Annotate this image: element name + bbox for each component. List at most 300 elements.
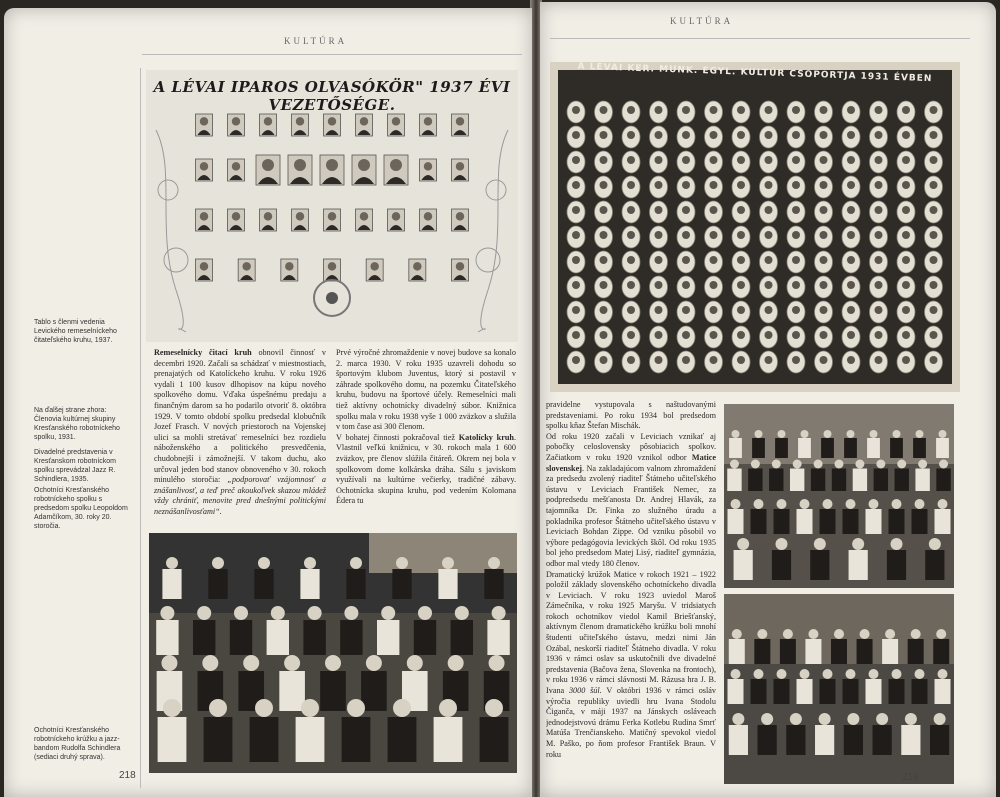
person-head [243,655,259,671]
person-head [892,499,902,509]
portrait-face [285,262,294,271]
person-head [876,713,888,725]
person-body [388,717,417,762]
oval-face [820,306,828,314]
person-body [849,550,868,580]
person-body [300,569,319,599]
portrait-face [200,262,209,271]
portrait-face [392,117,401,126]
person-body [936,438,949,458]
oval-face [655,256,663,264]
person-head [202,655,218,671]
oval-face [792,256,800,264]
person-head [835,460,844,469]
group-photo-adamcik [724,594,954,784]
oval-face [875,356,883,364]
person-head [212,557,224,569]
person-head [847,430,855,438]
oval-face [875,281,883,289]
lead-katolicky: Katolícky kruh [458,432,514,442]
caption-tablo: Tablo s členmi vedenia Levického remeselníckeho čitateľského kruhu, 1937. [34,319,117,344]
person-body [250,717,279,762]
oval-face [627,356,635,364]
oval-face [627,181,635,189]
oval-face [820,106,828,114]
person-head [730,460,739,469]
person-head [823,669,833,679]
person-head [308,606,322,620]
oval-face [627,231,635,239]
person-head [485,699,503,717]
person-head [916,430,924,438]
person-head [732,713,744,725]
person-body [866,679,882,704]
portrait-face [326,159,338,171]
oval-face [627,306,635,314]
portrait-face [358,159,370,171]
person-head [860,629,870,639]
oval-face [655,156,663,164]
person-body [296,717,325,762]
oval-face [847,131,855,139]
person-head [776,538,788,550]
oval-face [875,256,883,264]
person-head [847,713,859,725]
person-head [869,499,879,509]
text-column-3 [546,400,716,795]
oval-face [875,206,883,214]
section-header-left: KULTÚRA [284,36,348,46]
person-head [234,606,248,620]
person-body [434,717,463,762]
oval-face [820,256,828,264]
oval-face [765,206,773,214]
person-body [811,469,825,492]
person-body [935,509,951,534]
oval-face [710,306,718,314]
oval-face [875,131,883,139]
oval-face [737,306,745,314]
person-body [487,620,509,655]
text-column-2 [336,348,516,528]
person-body [843,679,859,704]
left-page [4,8,532,797]
oval-face [737,156,745,164]
oval-face [847,256,855,264]
oval-face [682,106,690,114]
oval-face [930,331,938,339]
person-head [396,557,408,569]
person-head [808,629,818,639]
oval-face [737,181,745,189]
person-head [304,557,316,569]
person-head [846,669,856,679]
oval-face [930,281,938,289]
oval-face [572,256,580,264]
person-body [930,725,949,755]
oval-face [930,306,938,314]
person-head [161,655,177,671]
person-head [489,655,505,671]
group-1931-figures [724,404,954,588]
person-body [925,550,944,580]
person-body [451,620,473,655]
caption-band: Ochotníci Kresťanského robotníckeho krúžku a jazz-bandom Rudolfa Schindlera (sediaci druhý sprava). [34,727,121,761]
person-body [866,509,882,534]
person-head [761,713,773,725]
header-rule-left [142,54,522,55]
portrait-face [456,117,465,126]
person-body [889,509,905,534]
person-head [800,669,810,679]
oval-face [627,281,635,289]
person-body [377,620,399,655]
oval-face [792,131,800,139]
person-body [780,639,796,664]
person-head [783,629,793,639]
portrait-face [296,212,305,221]
portrait-face [264,117,273,126]
oval-face [737,331,745,339]
portrait-face [456,212,465,221]
person-head [905,713,917,725]
person-head [915,499,925,509]
person-head [777,669,787,679]
person-body [230,620,252,655]
person-head [801,430,809,438]
person-head [915,669,925,679]
oval-face [930,106,938,114]
portrait-face [200,212,209,221]
oval-face [847,331,855,339]
margin-rule-left [140,68,141,788]
oval-face [792,206,800,214]
person-body [815,725,834,755]
oval-face [875,181,883,189]
oval-face [655,331,663,339]
person-head [407,655,423,671]
oval-face [820,181,828,189]
oval-face [820,331,828,339]
person-body [805,639,821,664]
col2-text2-pre: V bohatej činnosti pokračoval tiež [336,432,459,442]
person-body [267,620,289,655]
oval-face [600,356,608,364]
person-head [778,430,786,438]
person-head [418,606,432,620]
oval-face [655,231,663,239]
oval-face [847,156,855,164]
person-body [912,679,928,704]
person-head [393,699,411,717]
person-body [193,620,215,655]
col3-text2: . Na zakladajúcom valnom zhromaždení za predsedu zvolený riaditeľ Štátneho učiteľského ústavu v Leviciach František Nemec, za podpredsedu mešťanosta Dr. Andrej Hlavák, za tajomníka Dr. Finka zo služného úradu a pokladníka profesor Štátneho učiteľského ústavu v Leviciach Bohdan Zippe. Od vzniku pôsobil vo výbore pedagógovia levických škôl. Od roku 1935 bol jeho predsedom Matej Lisý, riaditeľ gymnázia, odbor mal vtedy 180 členov. [546,463,716,568]
oval-face [710,181,718,189]
portrait-face [424,212,433,221]
oval-face [655,356,663,364]
oval-face [737,231,745,239]
oval-face [765,181,773,189]
oval-face [930,356,938,364]
person-head [819,713,831,725]
person-head [757,629,767,639]
oval-face [572,231,580,239]
oval-face [820,281,828,289]
page-number-right: 219 [902,772,919,783]
person-head [258,557,270,569]
oval-face [820,231,828,239]
oval-face [600,256,608,264]
oval-face [600,306,608,314]
oval-face [655,206,663,214]
oval-face [682,231,690,239]
oval-face [572,181,580,189]
person-head [755,430,763,438]
person-body [790,469,804,492]
person-body [810,550,829,580]
right-page [540,2,996,797]
portrait-face [232,212,241,221]
oval-face [930,181,938,189]
person-head [732,430,740,438]
oval-face [600,231,608,239]
oval-face [737,256,745,264]
caption-jazz: Divadelné predstavenia v Kresťanskom robotníckom spolku sprevádzal Jazz R. Schindlera, 1935. [34,449,116,483]
person-head [846,499,856,509]
oval-face [572,106,580,114]
person-body [821,438,834,458]
oval-face [682,131,690,139]
oval-face [710,231,718,239]
person-head [814,460,823,469]
person-body [728,509,744,534]
person-head [347,699,365,717]
oval-face [710,331,718,339]
portrait-face [232,117,241,126]
oval-face [875,306,883,314]
col2-text2: . Vlastnil veľkú knižnicu, v 30. rokoch mala 1 600 zväzkov, pre členov slúžila čitáreň. Okrem nej bola v spolkovom dome kolkárska dráha. Sálu s javiskom využívali na kultúrne večierky, tradičné zábavy. Ochotnícka skupina kruhu, pod vedením Kolomana Édera tu [336,432,516,506]
person-body [844,438,857,458]
oval-face [710,206,718,214]
person-head [918,460,927,469]
oval-face [710,156,718,164]
person-body [162,569,181,599]
oval-face [765,256,773,264]
person-body [342,717,371,762]
person-body [772,550,791,580]
portrait-face [232,162,241,171]
portrait-face [456,162,465,171]
group-photo-figures [149,533,517,773]
person-head [325,655,341,671]
person-body [340,620,362,655]
person-head [936,629,946,639]
person-head [824,430,832,438]
person-head [939,460,948,469]
oval-face [627,256,635,264]
person-head [800,499,810,509]
person-head [777,499,787,509]
tablo-photo-1931 [550,62,960,392]
oval-face [710,131,718,139]
person-body [156,620,178,655]
person-body [933,639,949,664]
person-body [908,639,924,664]
person-head [344,606,358,620]
oval-face [792,356,800,364]
oval-face [902,206,910,214]
oval-face [655,281,663,289]
oval-face [600,106,608,114]
portrait-face [328,262,337,271]
person-head [301,699,319,717]
person-head [938,669,948,679]
caption-adamcik: Ochotníci Kresťanského robotníckeho spolku s predsedom spolku Leopoldom Adamčíkom, 30. roky 20. storočia. [34,487,128,530]
person-body [775,438,788,458]
oval-face [765,281,773,289]
person-head [442,557,454,569]
person-body [748,469,762,492]
oval-face [902,181,910,189]
oval-face [902,356,910,364]
portrait-face [390,159,402,171]
person-body [758,725,777,755]
person-head [772,460,781,469]
person-body [797,509,813,534]
person-body [901,725,920,755]
tablo-1931-title: A LÉVAI KER. MUNK. EGYL. KULTÚR CSOPORTJA 1931 ÉVBEN [577,62,933,85]
person-body [361,671,387,711]
person-head [892,669,902,679]
oval-face [792,106,800,114]
person-body [774,509,790,534]
person-body [392,569,411,599]
portrait-face [424,162,433,171]
portrait-face [370,262,379,271]
person-head [166,557,178,569]
person-body [797,679,813,704]
person-body [913,438,926,458]
person-body [751,679,767,704]
col1-text: obnovil činnosť v decembri 1920. Začali sa schádzať v miestnostiach, prenajatých od Katolíckeho kruhu. V roku 1926 vydali 1 100 kusov dlhopisov na kúpu nového spolkového domu. Vďaka úspešnému predaju a finančným darom sa ho podarilo otvoriť 8. októbra 1929. V tomto období spolku predsedal klobučník Jozef Frasch. V nových priestoroch na Vojenskej ulici sa mohli stretávať remeselníci bez rozdielu náboženského a politického presvedčenia, chudobnejší i zámožnejší. V takom duchu, ako určoval jeden bod stanov obnoveného v 30. rokoch minulého storočia: [154,348,326,485]
oval-face [655,131,663,139]
person-body [158,717,187,762]
person-head [160,606,174,620]
group-adamcik-figures [724,594,954,784]
lead-remeselnicky: Remeselnícky čitací kruh [154,348,252,357]
person-body [480,717,509,762]
portrait-face [200,117,209,126]
oval-face [710,256,718,264]
oval-face [627,106,635,114]
person-body [414,620,436,655]
oval-face [847,356,855,364]
oval-face [930,256,938,264]
person-body [303,620,325,655]
person-body [786,725,805,755]
person-body [774,679,790,704]
oval-face [682,331,690,339]
person-head [731,669,741,679]
oval-face [737,356,745,364]
person-body [254,569,273,599]
oval-face [572,306,580,314]
oval-face [875,231,883,239]
person-body [729,725,748,755]
tablo-photo-1937 [146,70,518,342]
person-body [853,469,867,492]
oval-face [820,156,828,164]
person-body [729,438,742,458]
oval-face [600,281,608,289]
person-head [284,655,300,671]
person-body [895,469,909,492]
person-body [936,469,950,492]
person-head [885,629,895,639]
oval-face [875,331,883,339]
oval-face [737,281,745,289]
oval-face [655,306,663,314]
person-head [870,430,878,438]
person-body [752,438,765,458]
oval-face [710,356,718,364]
person-body [912,509,928,534]
oval-face [627,206,635,214]
person-body [873,725,892,755]
person-head [814,538,826,550]
person-body [844,725,863,755]
person-head [897,460,906,469]
section-header-right: KULTÚRA [670,16,734,26]
portrait-face [328,212,337,221]
person-head [255,699,273,717]
oval-face [682,181,690,189]
portrait-face [360,117,369,126]
person-head [754,499,764,509]
oval-face [600,206,608,214]
oval-face [765,306,773,314]
oval-face [902,231,910,239]
oval-face [655,106,663,114]
person-body [889,679,905,704]
oval-face [792,231,800,239]
person-head [911,629,921,639]
oval-face [902,281,910,289]
oval-face [902,331,910,339]
person-body [729,639,745,664]
oval-face [710,281,718,289]
person-head [938,499,948,509]
person-body [843,509,859,534]
oval-face [792,181,800,189]
oval-face [737,131,745,139]
text-column-1 [154,348,326,528]
col3-text2-pre: Od roku 1920 začali v Leviciach vznikať aj pobočky celoslovensky pôsobiacich spolkov. Začiatkom v roku 1920 vznikol odbor [546,431,716,462]
portrait-face [328,117,337,126]
person-body [882,639,898,664]
oval-face [627,131,635,139]
person-head [737,538,749,550]
person-body [727,469,741,492]
oval-face [820,356,828,364]
col3-text1: pravidelne vystupovala s naštudovanými predstaveniami. Po roku 1934 bol predsedom spolku kňaz Štefan Mischák. [546,400,716,431]
oval-face [930,156,938,164]
tablo-title: A LÉVAI IPAROS OLVASÓKÖR" 1937 ÉVI VEZETŐSÉGE. [153,78,511,114]
person-body [728,679,744,704]
page-number-left: 218 [119,770,136,781]
oval-face [682,256,690,264]
person-head [209,699,227,717]
